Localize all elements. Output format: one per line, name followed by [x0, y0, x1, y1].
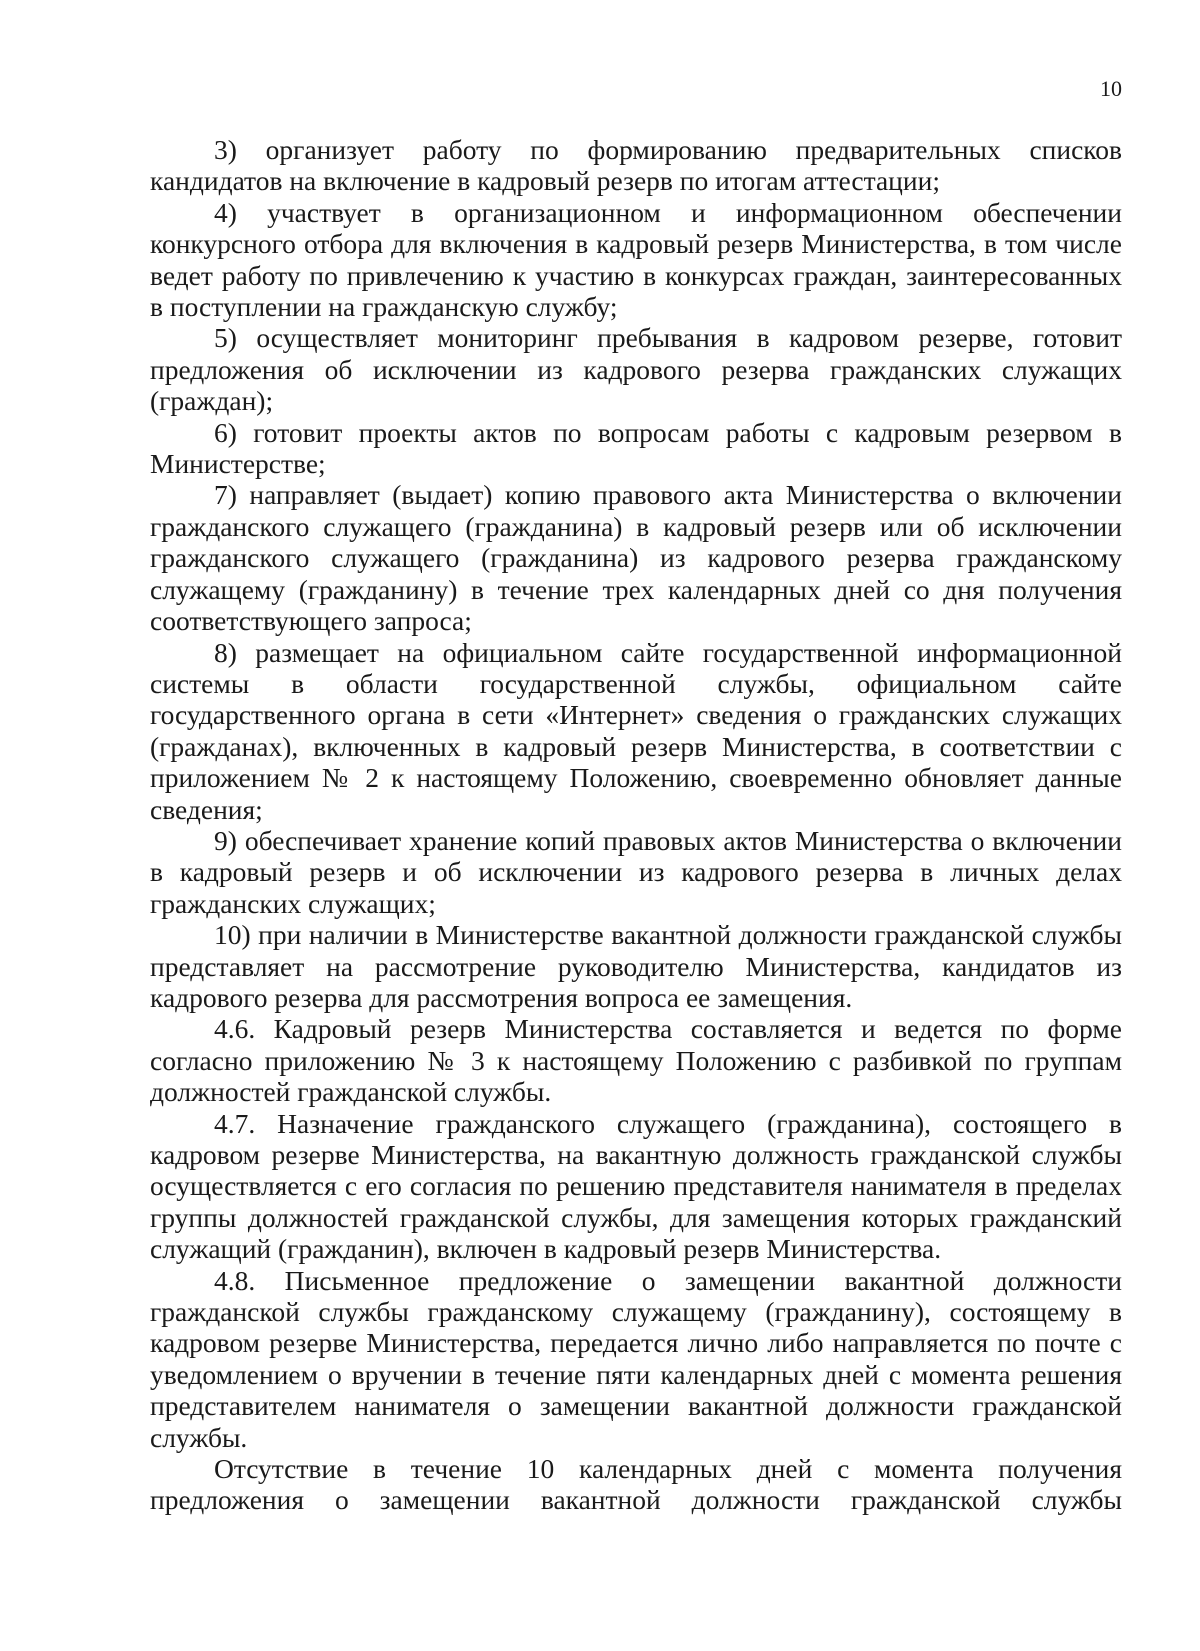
list-item-7: 7) направляет (выдает) копию правового акта Министерства о включении гражданского служащего (гражданина) в кадровый резерв или об исключении гражданского служащего (гражданина) из кадрового резерва гражданскому служащему (гражданину) в течение трех календарных дней со дня получения соответствующего запроса; [150, 479, 1122, 637]
clause-4-6: 4.6. Кадровый резерв Министерства составляется и ведется по форме согласно приложению № 3 к настоящему Положению с разбивкой по группам должностей гражданской службы. [150, 1013, 1122, 1108]
clause-continuation: Отсутствие в течение 10 календарных дней с момента получения предложения о замещении вакантной должности гражданской службы [150, 1453, 1122, 1516]
list-item-6: 6) готовит проекты актов по вопросам работы с кадровым резервом в Министерстве; [150, 416, 1122, 480]
list-item-10: 10) при наличии в Министерстве вакантной должности гражданской службы представляет на рассмотрение руководителю Министерства, кандидатов из кадрового резерва для рассмотрения вопроса ее замещения. [150, 919, 1122, 1013]
list-item-4: 4) участвует в организационном и информационном обеспечении конкурсного отбора для включения в кадровый резерв Министерства, в том числе ведет работу по привлечению к участию в конкурсах граждан, заинтересованных в поступлении на гражданскую службу; [150, 196, 1122, 323]
list-item-5: 5) осуществляет мониторинг пребывания в кадровом резерве, готовит предложения об исключении из кадрового резерва гражданских служащих (граждан); [150, 322, 1122, 417]
clause-4-8: 4.8. Письменное предложение о замещении вакантной должности гражданской службы гражданскому служащему (гражданину), состоящему в кадровом резерве Министерства, передается лично либо направляется по почте с уведомлением о вручении в течение пяти календарных дней с момента решения представителем нанимателя о замещении вакантной должности гражданской службы. [150, 1264, 1122, 1453]
document-body [150, 134, 1122, 1516]
clause-4-7: 4.7. Назначение гражданского служащего (гражданина), состоящего в кадровом резерве Министерства, на вакантную должность гражданской службы осуществляется с его согласия по решению представителя нанимателя в пределах группы должностей гражданской службы, для замещения которых гражданский служащий (гражданин), включен в кадровый резерв Министерства. [150, 1107, 1122, 1265]
list-item-9: 9) обеспечивает хранение копий правовых актов Министерства о включении в кадровый резерв и об исключении из кадрового резерва в личных делах гражданских служащих; [150, 824, 1122, 919]
list-item-8: 8) размещает на официальном сайте государственной информационной системы в области государственной службы, официальном сайте государственного органа в сети «Интернет» сведения о гражданских служащих (гражданах), включенных в кадровый резерв Министерства, в соответствии с приложением № 2 к настоящему Положению, своевременно обновляет данные сведения; [150, 636, 1122, 825]
list-item-3: 3) организует работу по формированию предварительных списков кандидатов на включение в кадровый резерв по итогам аттестации; [150, 134, 1122, 197]
page-number: 10 [1100, 76, 1122, 101]
